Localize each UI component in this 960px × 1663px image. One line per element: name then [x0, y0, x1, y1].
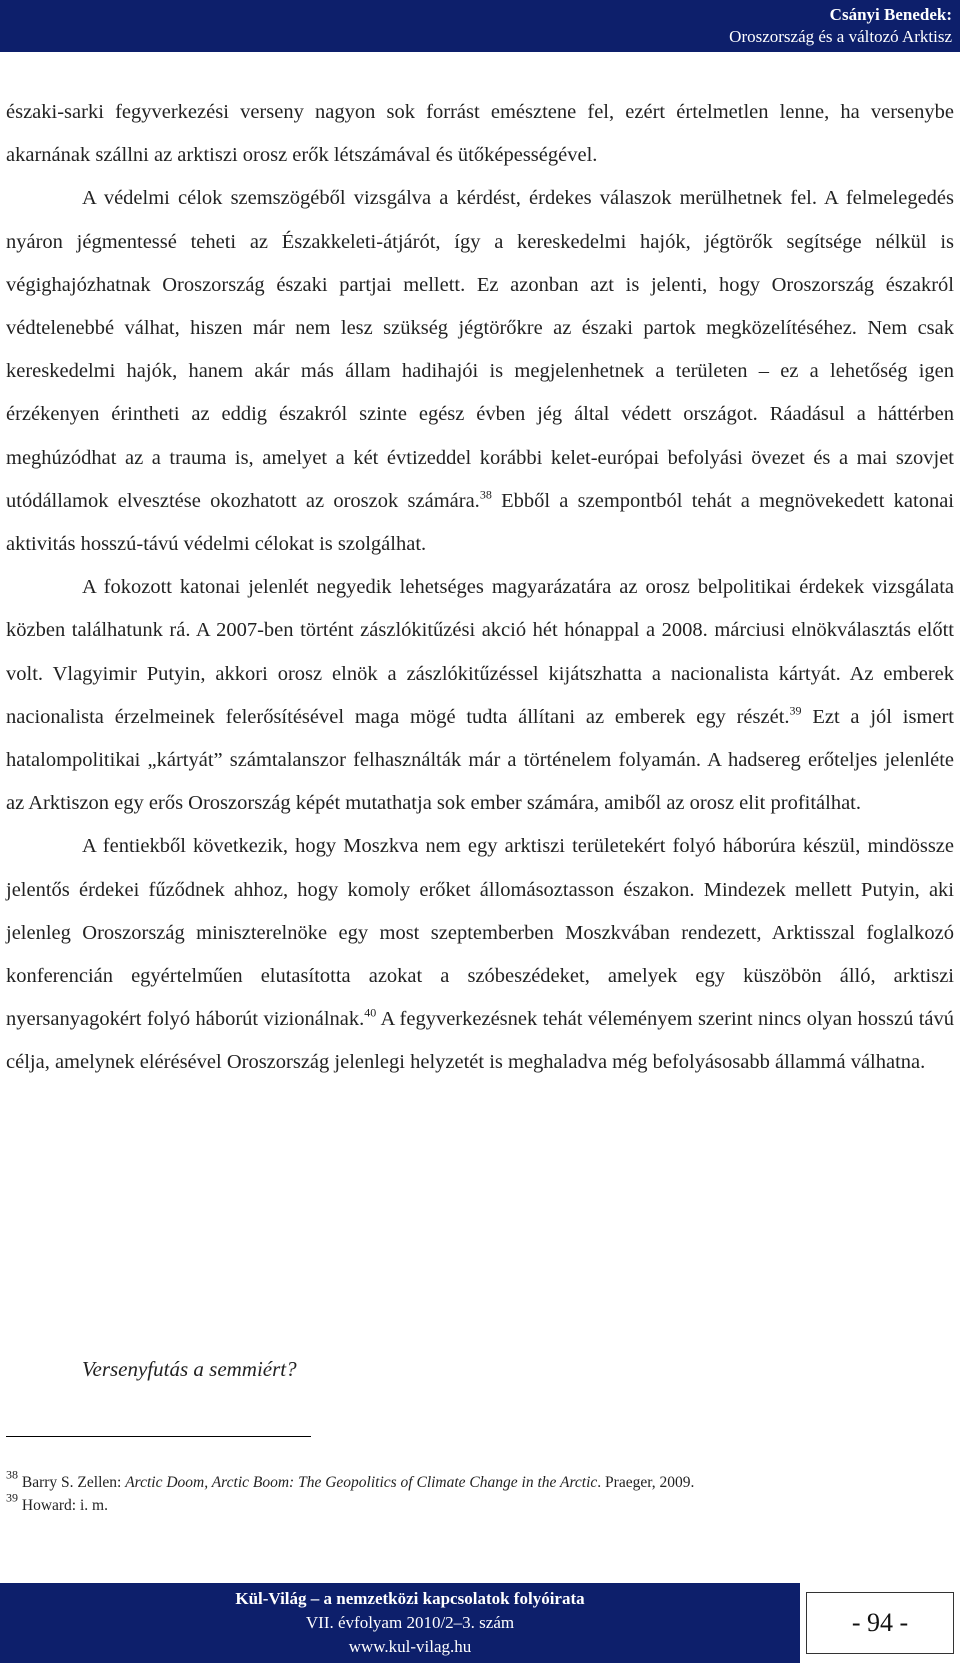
footnote-author: Howard: i. m.	[21, 1497, 108, 1514]
header-author: Csányi Benedek:	[829, 5, 952, 24]
footer-issue: VII. évfolyam 2010/2–3. szám	[305, 1613, 515, 1632]
article-body	[6, 91, 954, 1085]
footer	[0, 1583, 960, 1663]
section-heading: Versenyfutás a semmiért?	[82, 1357, 297, 1381]
footnote-number: 39	[6, 1490, 18, 1505]
paragraph-text-tail: A fegyverkezésnek tehát véleményem szerint nincs olyan hosszú távú célja, amelynek elérésével Oroszország jelenlegi helyzetét is meghaladva még befolyásosabb állammá válhatna.	[6, 1008, 954, 1074]
page-number: - 94 -	[806, 1592, 954, 1654]
footnote-source-title: Arctic Doom, Arctic Boom: The Geopolitics of Climate Change in the Arctic	[125, 1474, 598, 1491]
footnote-39	[6, 1490, 946, 1517]
paragraph-3	[6, 566, 954, 825]
footnote-divider	[6, 1436, 311, 1437]
footnote-author: Barry S. Zellen:	[21, 1474, 126, 1491]
paragraph-text: A fentiekből következik, hogy Moszkva nem egy arktiszi területekért folyó háborúra készül, mindössze jelentős érdekei fűződnek ahhoz, hogy komoly erőket állomásoztasson északon. Mindezek mellett Putyin, aki jelenleg Oroszország miniszterelnöke egy most szeptemberben Moszkvában rendezett, Arktisszal foglalkozó konferencián egyértelműen elutasította azokat a szóbeszédeket, amelyek egy küszöbön álló, arktiszi nyersanyagokért folyó háborút vizionálnak.	[6, 835, 954, 1031]
footnote-ref-40[interactable]: 40	[364, 1005, 377, 1020]
paragraph-2	[6, 177, 954, 566]
footnote-publisher: . Praeger, 2009.	[597, 1474, 695, 1491]
footer-banner	[0, 1583, 800, 1663]
footnotes	[6, 1467, 946, 1517]
paragraph-4	[6, 825, 954, 1084]
footer-website-link[interactable]: www.kul-vilag.hu	[348, 1637, 472, 1656]
paragraph-text: A fokozott katonai jelenlét negyedik lehetséges magyarázatára az orosz belpolitikai érdekek vizsgálata közben találhatunk rá. A 2007-ben történt zászlókitűzési akció hét hónappal a 2008. márciusi elnökválasztás előtt volt. Vlagyimir Putyin, akkori orosz elnök a zászlókitűzéssel kijátszhatta a nacionalista kártyát. Az emberek nacionalista érzelmeinek felerősítésével maga mögé tudta állítani az emberek egy részét.	[6, 576, 954, 728]
footnote-ref-39[interactable]: 39	[789, 703, 802, 718]
paragraph-text: A védelmi célok szemszögéből vizsgálva a kérdést, érdekes válaszok merülhetnek fel. A felmelegedés nyáron jégmentessé teheti az Északkeleti-átjárót, így a kereskedelmi hajók, jégtörők segítsége nélkül is végighajózhatnak Oroszország északi partjai mellett. Ez azonban azt is jelenti, hogy Oroszország északról védtelenebbé válhat, hiszen már nem lesz szükség jégtörőkre az északi partok megközelítéséhez. Nem csak kereskedelmi hajók, hanem akár más állam hadihajói is megjelenhetnek a területen – ez a lehetőség igen érzékenyen érintheti az eddig északról szinte egész évben jég által védett országot. Ráadásul a háttérben meghúzódhat az a trauma is, amelyet a két évtizeddel korábbi kelet-európai befolyási övezet és a mai szovjet utódállamok elvesztése okozhatott az oroszok számára.	[6, 187, 954, 512]
paragraph-1	[6, 91, 954, 177]
paragraph-text-tail: Ebből a szempontból tehát a megnövekedett katonai aktivitás hosszú-távú védelmi célokat is szolgálhat.	[6, 489, 955, 556]
footnote-38	[6, 1467, 946, 1494]
paragraph-text-tail: Ezt a jól ismert hatalompolitikai „kártyát” számtalanszor felhasználták már a történelem folyamán. A hadsereg erőteljes jelenléte az Arktiszon egy erős Oroszország képét mutathatja sok ember számára, amiből az orosz elit profitálhat.	[6, 705, 955, 815]
header-banner	[0, 0, 960, 52]
paragraph-text: északi-sarki fegyverkezési verseny nagyon sok forrást emésztene fel, ezért értelmetlen lenne, ha versenybe akarnának szállni az arktiszi orosz erők létszámával és ütőképességével.	[6, 101, 954, 167]
footnote-number: 38	[6, 1467, 18, 1482]
footer-journal-name: Kül-Világ – a nemzetközi kapcsolatok folyóirata	[235, 1589, 585, 1608]
footnote-ref-38[interactable]: 38	[479, 487, 492, 502]
header-article-title: Oroszország és a változó Arktisz	[729, 27, 952, 46]
